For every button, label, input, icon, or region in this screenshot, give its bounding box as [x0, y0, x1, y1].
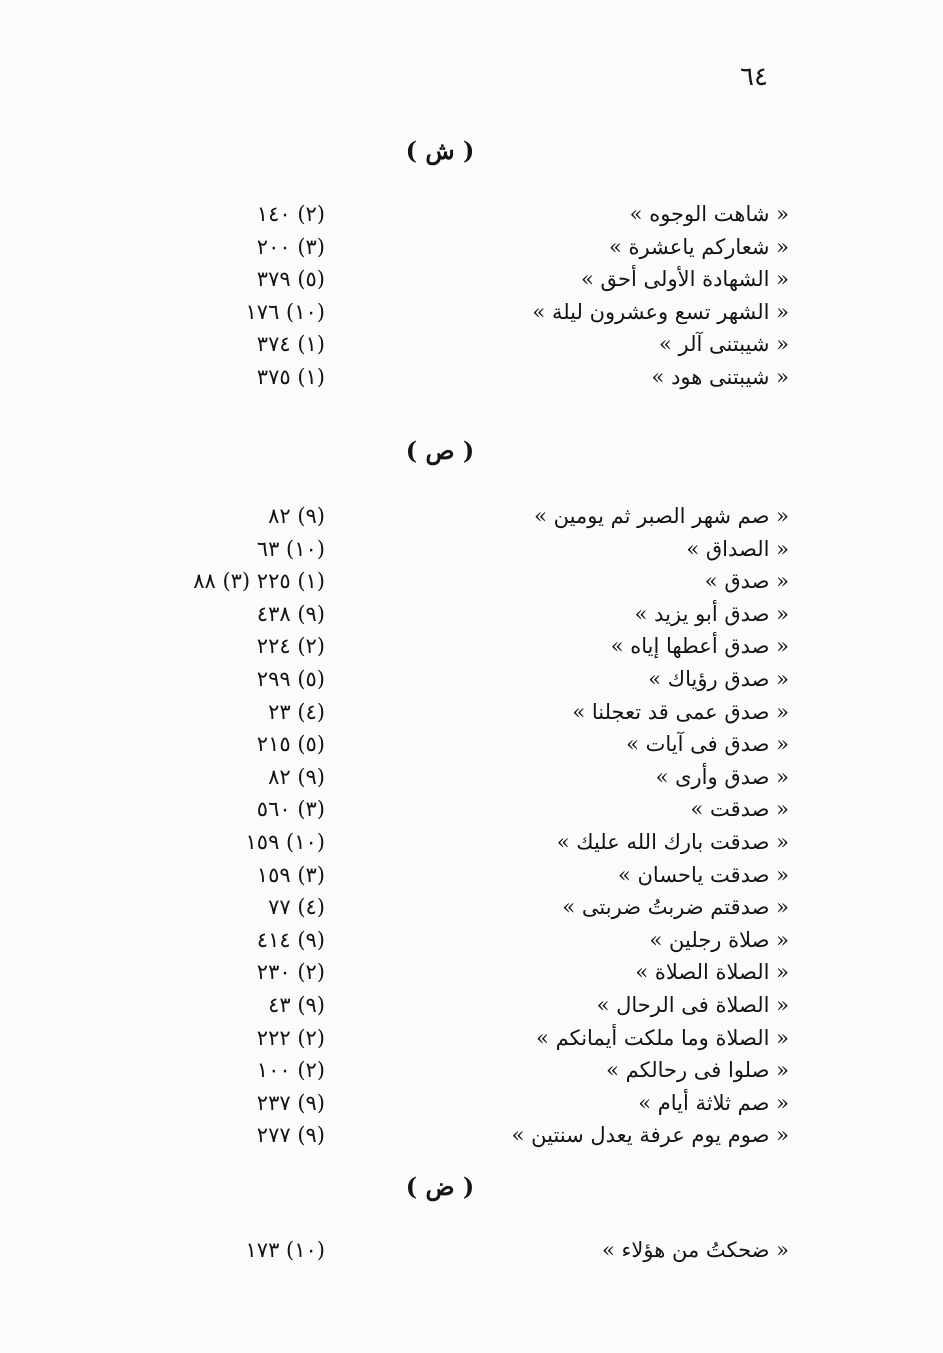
entry-reference: (٢) ٢٢٢	[256, 1025, 325, 1050]
entry-reference: (٣) ٢٠٠	[256, 234, 325, 259]
list-item	[0, 828, 943, 861]
entry-reference: (٢) ٢٣٠	[256, 960, 325, 985]
entry-reference: (٣) ١٥٩	[256, 862, 325, 887]
entry-phrase: « صلوا فى رحالكم »	[606, 1058, 789, 1083]
list-item	[0, 698, 943, 731]
list-item	[0, 958, 943, 991]
entry-reference: (٩) ٤١٤	[256, 927, 325, 952]
entry-list-shin	[0, 200, 943, 396]
entry-reference: (٩) ٢٣٧	[256, 1090, 325, 1115]
list-item	[0, 1121, 943, 1154]
entry-list-dad	[0, 1236, 943, 1269]
entry-phrase: « الصلاة فى الرحال »	[596, 992, 789, 1017]
entry-reference: (٩) ٨٢	[268, 504, 325, 528]
entry-phrase: « شاهت الوجوه »	[629, 202, 789, 226]
entry-reference: (٣) ٥٦٠	[256, 797, 325, 822]
entry-reference: (١٠) ١٧٣	[245, 1238, 325, 1262]
entry-phrase: « صدقتم ضربتُ ضربتى »	[562, 895, 789, 920]
list-item	[0, 763, 943, 796]
list-item	[0, 363, 943, 396]
entry-reference: (٢) ١٤٠	[256, 202, 325, 226]
entry-reference: (١٠) ٦٣	[256, 536, 325, 561]
entry-reference: (٢) ١٠٠	[256, 1058, 325, 1083]
entry-reference: (٥) ٣٧٩	[256, 267, 325, 292]
entry-reference: (٤) ٢٣	[268, 699, 325, 724]
entry-phrase: « صم ثلاثة أيام »	[638, 1090, 789, 1115]
entry-reference: (٩) ٨٢	[268, 764, 325, 789]
list-item	[0, 535, 943, 568]
list-item	[0, 1056, 943, 1089]
entry-phrase: « الشهر تسع وعشرون ليلة »	[532, 299, 789, 324]
entry-reference: (٥) ٢١٥	[256, 732, 325, 757]
list-item	[0, 991, 943, 1024]
entry-phrase: « صدق وأرى »	[655, 764, 789, 789]
list-item	[0, 861, 943, 894]
entry-phrase: « ضحكتُ من هؤلاء »	[601, 1238, 789, 1262]
entry-reference: (١) ٣٧٥	[256, 364, 325, 389]
page-number: ٦٤	[740, 62, 768, 92]
entry-reference: (١٠) ١٥٩	[245, 829, 325, 854]
entry-phrase: « صدقت »	[690, 797, 789, 822]
list-item	[0, 926, 943, 959]
section-header-sad: ( ص )	[405, 436, 475, 465]
entry-phrase: « صدق عمى قد تعجلنا »	[572, 699, 789, 724]
entry-phrase: « الصلاة وما ملكت أيمانكم »	[536, 1025, 789, 1050]
entry-phrase: « صلاة رجلين »	[649, 927, 789, 952]
list-item	[0, 567, 943, 600]
entry-phrase: « صدق فى آيات »	[626, 732, 789, 757]
entry-reference: (٩) ٤٣٨	[256, 601, 325, 626]
entry-phrase: « صدق أبو يزيد »	[634, 601, 789, 626]
entry-phrase: « شيبتنى هود »	[651, 364, 789, 389]
list-item	[0, 665, 943, 698]
entry-phrase: « صدقت بارك الله عليك »	[556, 829, 789, 854]
entry-phrase: « صدق »	[704, 569, 789, 594]
entry-phrase: « صوم يوم عرفة يعدل سنتين »	[511, 1123, 789, 1148]
list-item	[0, 795, 943, 828]
entry-phrase: « شعاركم ياعشرة »	[608, 234, 789, 259]
list-item	[0, 330, 943, 363]
entry-reference: (٥) ٢٩٩	[256, 666, 325, 691]
entry-reference: (٤) ٧٧	[268, 895, 325, 920]
entry-reference: (٩) ٤٣	[268, 992, 325, 1017]
section-header-dad: ( ض )	[405, 1172, 475, 1201]
entry-phrase: « الصداق »	[686, 536, 789, 561]
list-item	[0, 632, 943, 665]
entry-reference: (١٠) ١٧٦	[245, 299, 325, 324]
list-item	[0, 200, 943, 233]
entry-reference: (٩) ٢٧٧	[256, 1123, 325, 1148]
list-item	[0, 233, 943, 266]
entry-phrase: « صدقت ياحسان »	[617, 862, 789, 887]
entry-reference: (١) ٣٧٤	[256, 332, 325, 357]
list-item	[0, 1024, 943, 1057]
list-item	[0, 298, 943, 331]
entry-phrase: « شيبتنى آلر »	[659, 332, 789, 357]
entry-phrase: « صدق أعطها إياه »	[610, 634, 789, 659]
list-item	[0, 730, 943, 763]
section-header-shin: ( ش )	[405, 136, 475, 165]
entry-phrase: « الصلاة الصلاة »	[635, 960, 789, 985]
entry-phrase: « صدق رؤياك »	[648, 666, 789, 691]
entry-phrase: « الشهادة الأولى أحق »	[581, 267, 789, 292]
list-item	[0, 265, 943, 298]
list-item	[0, 502, 943, 535]
entry-reference: (٢) ٢٢٤	[256, 634, 325, 659]
list-item	[0, 1089, 943, 1122]
entry-phrase: « صم شهر الصبر ثم يومين »	[534, 504, 789, 528]
list-item	[0, 600, 943, 633]
entry-reference: (١) ٢٢٥ (٣) ٨٨	[193, 569, 325, 594]
list-item	[0, 1236, 943, 1269]
entry-list-sad	[0, 502, 943, 1154]
list-item	[0, 893, 943, 926]
